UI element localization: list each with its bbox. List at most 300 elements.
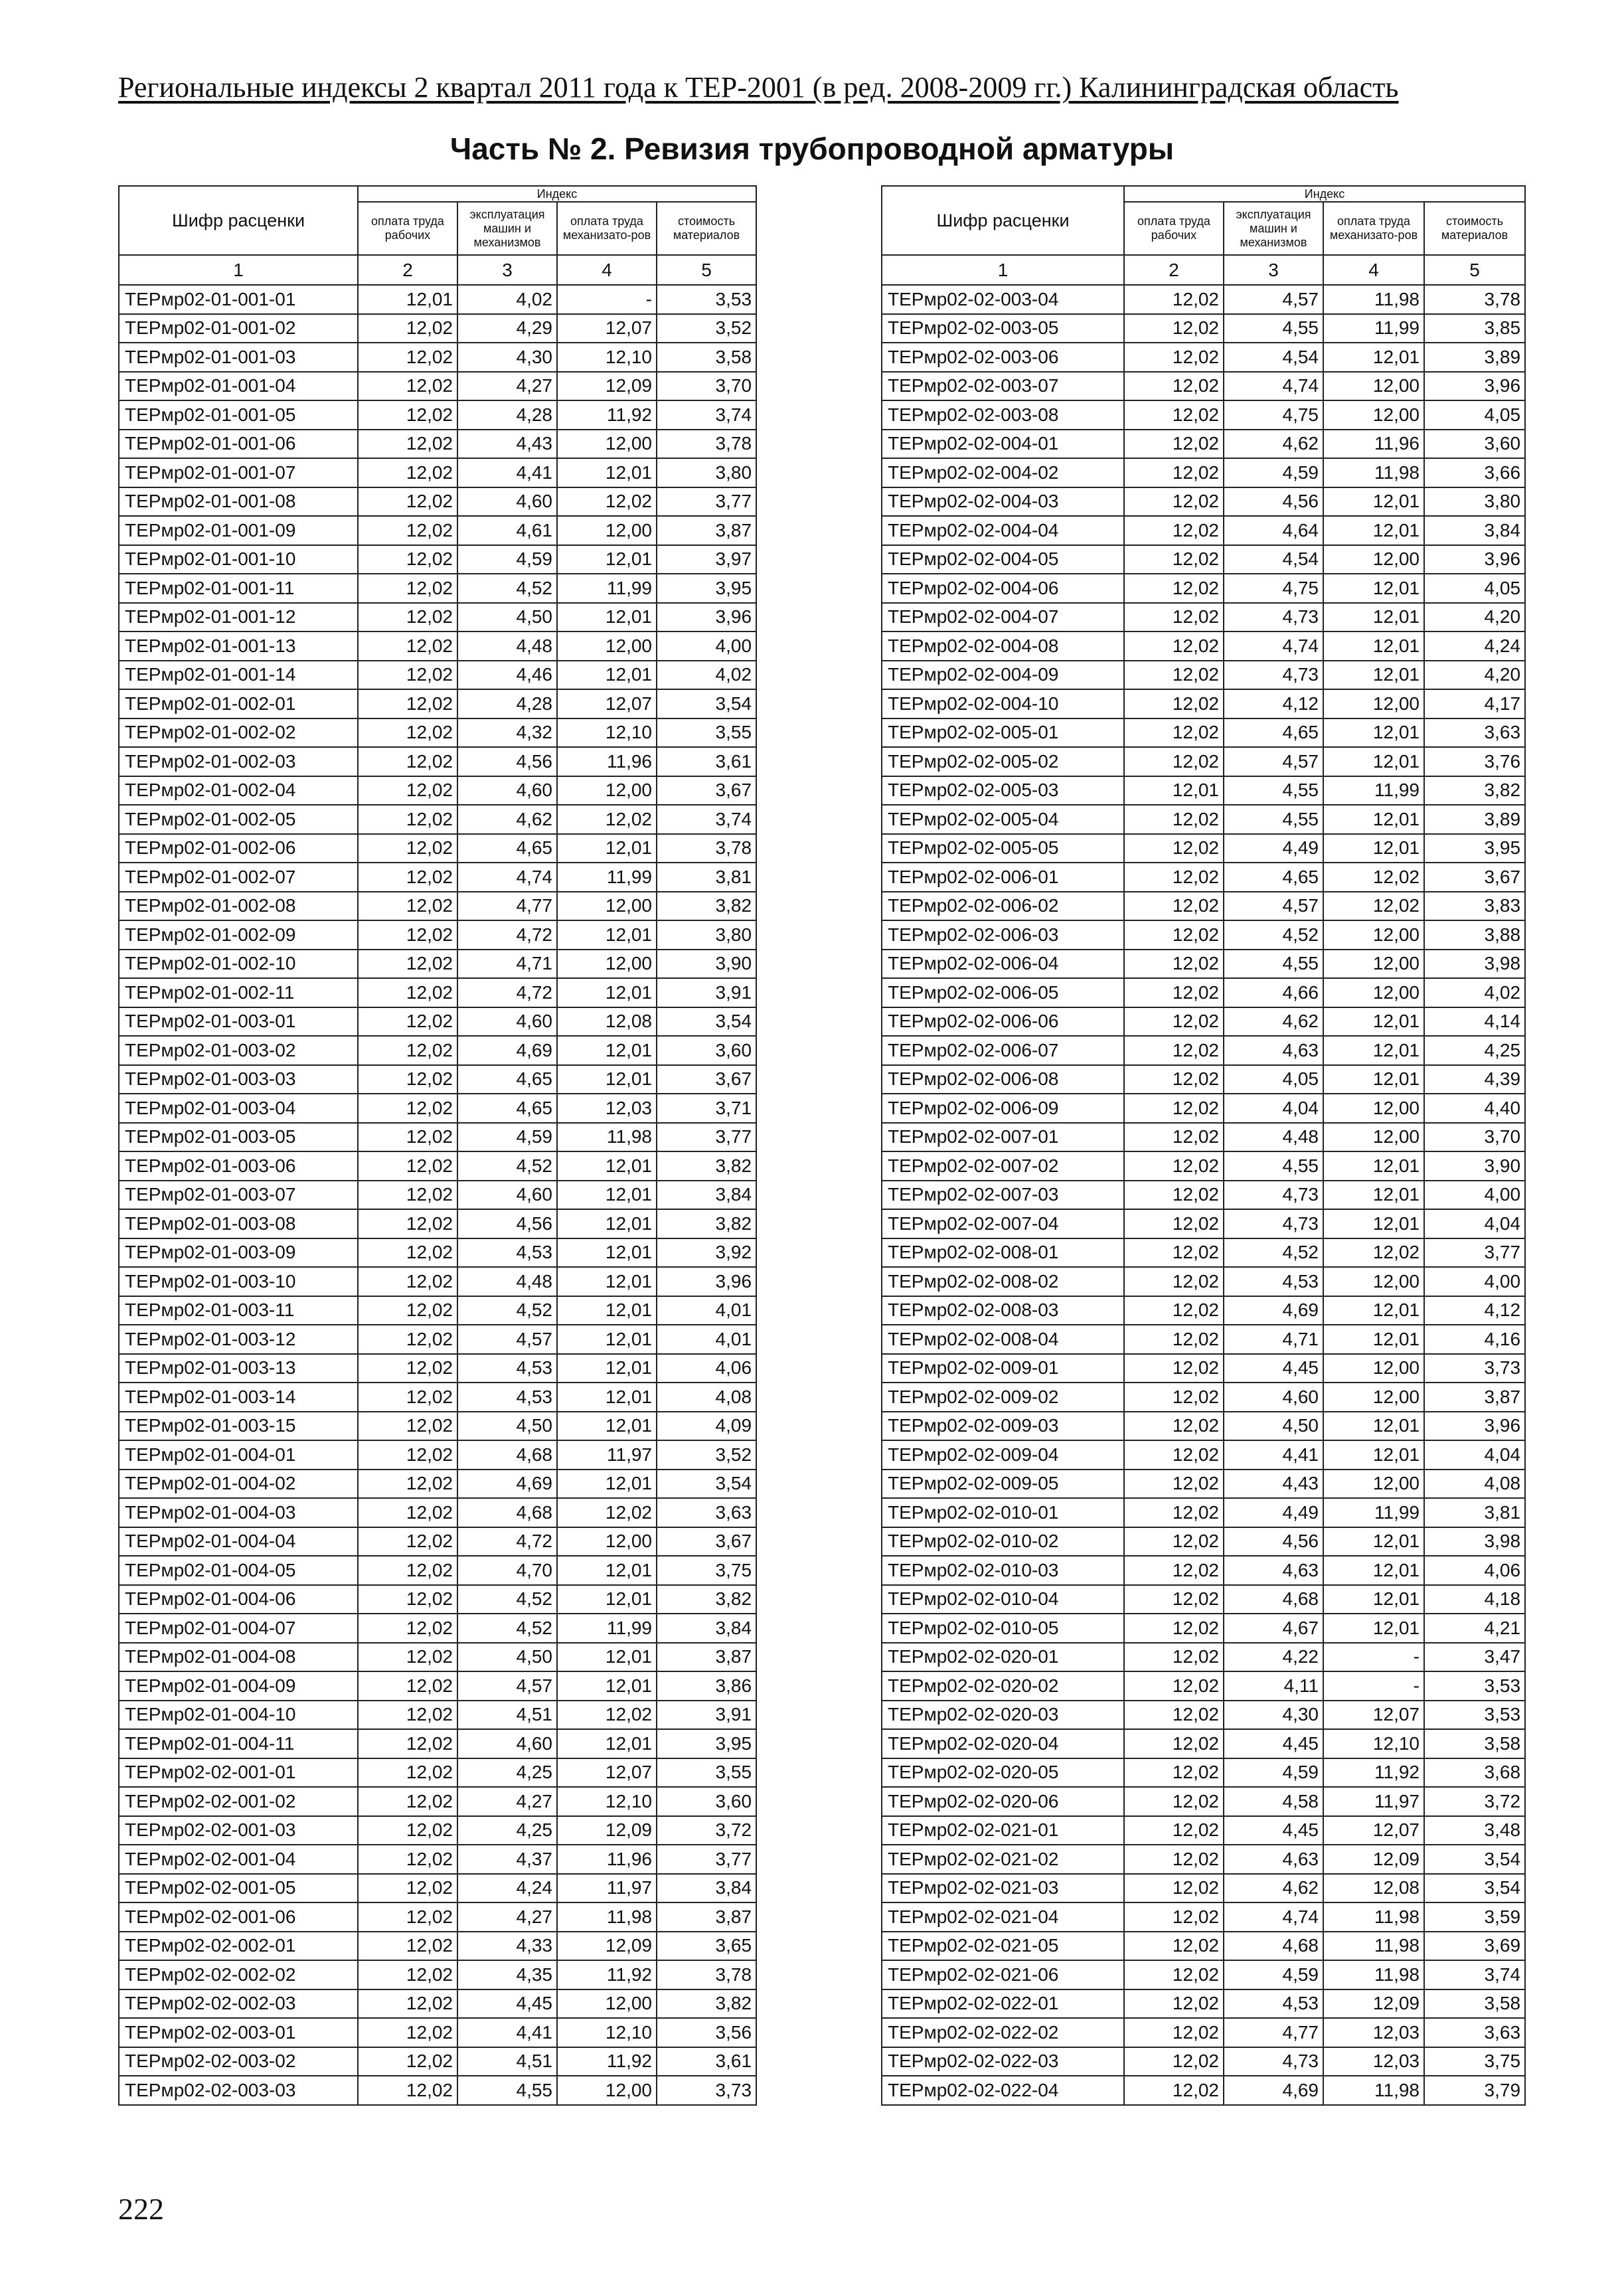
index-value-cell: 4,04 [1424, 1440, 1525, 1470]
rate-code-cell: ТЕРмр02-02-020-06 [882, 1787, 1124, 1816]
index-value-cell: 4,32 [457, 718, 557, 748]
index-value-cell: 3,60 [657, 1036, 756, 1065]
index-value-cell: 4,57 [457, 1325, 557, 1354]
index-value-cell: 12,09 [557, 372, 657, 401]
rate-code-cell: ТЕРмр02-02-010-05 [882, 1614, 1124, 1643]
index-value-cell: 3,90 [657, 950, 756, 979]
index-value-cell: 12,01 [557, 1556, 657, 1585]
index-value-cell: 12,01 [557, 603, 657, 632]
index-value-cell: 12,02 [1124, 1383, 1224, 1412]
index-value-cell: 4,27 [457, 1902, 557, 1932]
index-value-cell: 12,01 [1124, 776, 1224, 805]
index-value-cell: 4,64 [1224, 516, 1323, 545]
index-value-cell: 12,01 [1323, 1412, 1424, 1441]
table-row [119, 2047, 756, 2076]
index-value-cell: 4,43 [1224, 1470, 1323, 1499]
table-row [882, 920, 1525, 950]
index-value-cell: 4,67 [1224, 1614, 1323, 1643]
index-value-cell: 12,00 [557, 1989, 657, 2019]
column-number: 1 [882, 255, 1124, 285]
rate-code-cell: ТЕРмр02-02-008-04 [882, 1325, 1124, 1354]
index-value-cell: 4,63 [1224, 1036, 1323, 1065]
index-value-cell: - [1323, 1671, 1424, 1701]
table-row [119, 1181, 756, 1210]
rate-code-cell: ТЕРмр02-02-001-04 [119, 1845, 358, 1874]
index-value-cell: 4,48 [457, 632, 557, 661]
index-value-cell: 3,61 [657, 747, 756, 776]
rate-code-cell: ТЕРмр02-02-004-02 [882, 458, 1124, 487]
table-row [119, 1238, 756, 1268]
index-value-cell: 3,60 [1424, 430, 1525, 459]
index-value-cell: 11,92 [557, 2047, 657, 2076]
index-value-cell: 4,68 [457, 1498, 557, 1527]
table-row [119, 661, 756, 690]
rate-code-cell: ТЕРмр02-02-006-07 [882, 1036, 1124, 1065]
index-value-cell: 3,55 [657, 1758, 756, 1788]
header-materials: стоимость материалов [657, 202, 756, 255]
rate-code-cell: ТЕРмр02-01-002-06 [119, 834, 358, 863]
index-value-cell: 12,02 [1124, 2076, 1224, 2105]
rate-code-cell: ТЕРмр02-01-002-04 [119, 776, 358, 805]
table-row [882, 1238, 1525, 1268]
rate-code-cell: ТЕРмр02-01-001-10 [119, 545, 358, 574]
rate-code-cell: ТЕРмр02-02-009-05 [882, 1470, 1124, 1499]
index-value-cell: 4,06 [657, 1354, 756, 1383]
index-value-cell: 4,02 [657, 661, 756, 690]
index-value-cell: 4,52 [457, 1296, 557, 1325]
header-materials: стоимость материалов [1424, 202, 1525, 255]
index-value-cell: 12,02 [358, 430, 457, 459]
table-row [882, 1902, 1525, 1932]
index-value-cell: 3,87 [1424, 1383, 1525, 1412]
table-row [119, 1440, 756, 1470]
column-number: 1 [119, 255, 358, 285]
index-value-cell: 4,22 [1224, 1643, 1323, 1672]
rate-code-cell: ТЕРмр02-01-004-05 [119, 1556, 358, 1585]
index-value-cell: 3,73 [1424, 1354, 1525, 1383]
index-value-cell: 12,10 [557, 718, 657, 748]
index-value-cell: 4,72 [457, 1527, 557, 1557]
table-row [882, 1787, 1525, 1816]
index-value-cell: 12,00 [1323, 978, 1424, 1007]
table-row [119, 574, 756, 603]
table-row [882, 1296, 1525, 1325]
table-row [119, 1470, 756, 1499]
table-row [119, 1585, 756, 1614]
index-value-cell: 12,01 [557, 1036, 657, 1065]
index-value-cell: 12,02 [1124, 747, 1224, 776]
index-value-cell: 12,01 [557, 978, 657, 1007]
table-row [882, 1671, 1525, 1701]
index-value-cell: 4,43 [457, 430, 557, 459]
index-value-cell: 12,02 [358, 1527, 457, 1557]
table-row [119, 1845, 756, 1874]
index-value-cell: 4,55 [1224, 1151, 1323, 1181]
rate-code-cell: ТЕРмр02-02-007-04 [882, 1209, 1124, 1238]
index-value-cell: 12,02 [1124, 1412, 1224, 1441]
index-value-cell: 4,52 [457, 1585, 557, 1614]
index-value-cell: 4,77 [1224, 2018, 1323, 2047]
index-value-cell: 12,02 [1124, 1267, 1224, 1296]
index-value-cell: 3,54 [1424, 1874, 1525, 1903]
index-value-cell: 3,61 [657, 2047, 756, 2076]
index-value-cell: 12,02 [557, 1498, 657, 1527]
index-value-cell: 4,52 [1224, 1238, 1323, 1268]
index-value-cell: 4,62 [1224, 430, 1323, 459]
table-row [882, 1643, 1525, 1672]
index-value-cell: 12,00 [1323, 545, 1424, 574]
index-value-cell: 3,79 [1424, 2076, 1525, 2105]
index-value-cell: 12,00 [557, 430, 657, 459]
index-value-cell: 12,00 [557, 1527, 657, 1557]
rate-code-cell: ТЕРмр02-02-010-04 [882, 1585, 1124, 1614]
index-value-cell: 12,00 [1323, 689, 1424, 718]
index-value-cell: 4,74 [1224, 632, 1323, 661]
rate-code-cell: ТЕРмр02-02-021-04 [882, 1902, 1124, 1932]
index-value-cell: 4,72 [457, 920, 557, 950]
index-value-cell: 3,67 [657, 776, 756, 805]
index-value-cell: 12,02 [1124, 978, 1224, 1007]
index-value-cell: 12,09 [1323, 1989, 1424, 2019]
index-value-cell: 4,54 [1224, 343, 1323, 372]
table-row [882, 689, 1525, 718]
index-value-cell: 4,59 [1224, 458, 1323, 487]
index-value-cell: 3,78 [657, 834, 756, 863]
running-header: Региональные индексы 2 квартал 2011 года к ТЕР-2001 (в ред. 2008-2009 гг.) Калининградская область [118, 71, 1399, 104]
table-row [882, 1932, 1525, 1961]
table-row [882, 487, 1525, 517]
table-row [119, 1094, 756, 1123]
index-value-cell: 12,02 [358, 1238, 457, 1268]
table-row [882, 1527, 1525, 1557]
index-value-cell: 12,02 [358, 487, 457, 517]
column-number: 5 [1424, 255, 1525, 285]
table-row [119, 1354, 756, 1383]
rate-code-cell: ТЕРмр02-01-003-08 [119, 1209, 358, 1238]
header-index: Индекс [358, 186, 756, 202]
index-value-cell: 4,02 [1424, 978, 1525, 1007]
index-value-cell: 11,97 [557, 1874, 657, 1903]
table-row [882, 1874, 1525, 1903]
index-value-cell: 12,02 [358, 689, 457, 718]
index-value-cell: 12,01 [1323, 1614, 1424, 1643]
index-value-cell: 4,74 [1224, 372, 1323, 401]
index-value-cell: 3,74 [1424, 1960, 1525, 1989]
index-value-cell: 12,02 [1124, 516, 1224, 545]
table-row [882, 950, 1525, 979]
index-value-cell: 4,59 [1224, 1758, 1323, 1788]
rate-code-cell: ТЕРмр02-01-003-10 [119, 1267, 358, 1296]
table-row [119, 1932, 756, 1961]
rate-code-cell: ТЕРмр02-01-001-07 [119, 458, 358, 487]
table-row [119, 950, 756, 979]
rate-code-cell: ТЕРмр02-01-001-06 [119, 430, 358, 459]
index-value-cell: 12,01 [1323, 1209, 1424, 1238]
table-row [882, 1701, 1525, 1730]
index-value-cell: 4,73 [1224, 603, 1323, 632]
index-value-cell: 3,88 [1424, 920, 1525, 950]
index-value-cell: 12,01 [1323, 718, 1424, 748]
index-value-cell: 12,01 [557, 458, 657, 487]
rate-code-cell: ТЕРмр02-01-004-09 [119, 1671, 358, 1701]
rate-code-cell: ТЕРмр02-02-022-04 [882, 2076, 1124, 2105]
rate-code-cell: ТЕРмр02-02-021-01 [882, 1816, 1124, 1845]
index-value-cell: 3,82 [657, 1209, 756, 1238]
index-value-cell: 12,02 [358, 1729, 457, 1758]
index-value-cell: 4,25 [457, 1816, 557, 1845]
rate-code-cell: ТЕРмр02-02-009-03 [882, 1412, 1124, 1441]
index-value-cell: 12,02 [1124, 1902, 1224, 1932]
index-value-cell: 12,07 [557, 1758, 657, 1788]
index-value-cell: 12,02 [1124, 2047, 1224, 2076]
index-value-cell: 3,82 [657, 1151, 756, 1181]
index-value-cell: 4,60 [457, 1181, 557, 1210]
index-value-cell: 3,72 [657, 1816, 756, 1845]
index-value-cell: 12,02 [358, 834, 457, 863]
rate-code-cell: ТЕРмр02-02-003-03 [119, 2076, 358, 2105]
rate-code-cell: ТЕРмр02-02-022-03 [882, 2047, 1124, 2076]
index-value-cell: 12,02 [358, 400, 457, 430]
index-value-cell: 11,96 [557, 1845, 657, 1874]
table-row [119, 430, 756, 459]
index-value-cell: 4,63 [1224, 1556, 1323, 1585]
rate-code-cell: ТЕРмр02-01-001-03 [119, 343, 358, 372]
index-value-cell: 4,51 [457, 2047, 557, 2076]
index-value-cell: 12,02 [1323, 892, 1424, 921]
table-row [882, 661, 1525, 690]
table-row [882, 343, 1525, 372]
index-value-cell: 3,78 [1424, 285, 1525, 314]
rate-code-cell: ТЕРмр02-01-003-05 [119, 1123, 358, 1152]
index-value-cell: 12,00 [1323, 372, 1424, 401]
index-value-cell: 12,01 [557, 1383, 657, 1412]
index-value-cell: 11,99 [557, 863, 657, 892]
rate-code-cell: ТЕРмр02-01-002-07 [119, 863, 358, 892]
index-value-cell: 3,84 [657, 1874, 756, 1903]
index-value-cell: 4,46 [457, 661, 557, 690]
index-value-cell: 12,02 [1323, 1238, 1424, 1268]
index-value-cell: 3,76 [1424, 747, 1525, 776]
rate-code-cell: ТЕРмр02-02-006-02 [882, 892, 1124, 921]
index-value-cell: 4,73 [1224, 1209, 1323, 1238]
index-value-cell: 4,50 [1224, 1412, 1323, 1441]
rate-code-cell: ТЕРмр02-02-010-03 [882, 1556, 1124, 1585]
index-value-cell: 12,02 [557, 487, 657, 517]
index-value-cell: 3,91 [657, 978, 756, 1007]
index-value-cell: 12,02 [1124, 1094, 1224, 1123]
index-value-cell: 4,68 [1224, 1585, 1323, 1614]
index-value-cell: 12,02 [358, 1007, 457, 1037]
table-row [882, 1729, 1525, 1758]
index-value-cell: 4,69 [457, 1470, 557, 1499]
table-row [882, 430, 1525, 459]
table-row [882, 1036, 1525, 1065]
index-value-cell: 4,30 [457, 343, 557, 372]
index-value-cell: 11,98 [1323, 1932, 1424, 1961]
index-value-cell: 4,65 [457, 1094, 557, 1123]
index-value-cell: 4,05 [1424, 574, 1525, 603]
index-value-cell: 12,02 [358, 1816, 457, 1845]
rate-code-cell: ТЕРмр02-02-020-04 [882, 1729, 1124, 1758]
index-value-cell: 4,04 [1224, 1094, 1323, 1123]
header-code: Шифр расценки [119, 186, 358, 255]
index-value-cell: 4,57 [1224, 747, 1323, 776]
index-value-cell: 11,92 [557, 1960, 657, 1989]
index-value-cell: 4,59 [1224, 1960, 1323, 1989]
table-row [882, 2076, 1525, 2105]
index-value-cell: 12,02 [358, 747, 457, 776]
table-row [882, 1845, 1525, 1874]
index-value-cell: 12,02 [1124, 1585, 1224, 1614]
table-row [119, 1729, 756, 1758]
index-value-cell: 4,65 [457, 1065, 557, 1094]
index-value-cell: 12,02 [1124, 1036, 1224, 1065]
rate-code-cell: ТЕРмр02-01-002-11 [119, 978, 358, 1007]
rate-code-cell: ТЕРмр02-01-001-02 [119, 314, 358, 343]
index-value-cell: 3,77 [1424, 1238, 1525, 1268]
rate-code-cell: ТЕРмр02-02-004-03 [882, 487, 1124, 517]
index-value-cell: 4,20 [1424, 661, 1525, 690]
table-row [119, 718, 756, 748]
index-value-cell: 12,02 [358, 718, 457, 748]
table-row [882, 1209, 1525, 1238]
index-value-cell: 12,02 [1124, 574, 1224, 603]
table-row [882, 2018, 1525, 2047]
index-value-cell: 4,30 [1224, 1701, 1323, 1730]
index-value-cell: 12,02 [1124, 1643, 1224, 1672]
index-value-cell: 3,97 [657, 545, 756, 574]
rate-code-cell: ТЕРмр02-02-005-04 [882, 805, 1124, 834]
index-value-cell: 12,02 [358, 892, 457, 921]
index-value-cell: 12,02 [358, 1787, 457, 1816]
index-value-cell: 12,02 [1124, 1354, 1224, 1383]
index-value-cell: 12,01 [557, 1354, 657, 1383]
header-labor: оплата труда рабочих [1124, 202, 1224, 255]
index-value-cell: 12,02 [358, 2076, 457, 2105]
index-value-cell: 12,02 [358, 1902, 457, 1932]
rate-code-cell: ТЕРмр02-01-001-09 [119, 516, 358, 545]
index-value-cell: 4,51 [457, 1701, 557, 1730]
index-value-cell: 3,95 [1424, 834, 1525, 863]
rate-code-cell: ТЕРмр02-02-003-04 [882, 285, 1124, 314]
index-value-cell: 4,05 [1224, 1065, 1323, 1094]
table-row [882, 1960, 1525, 1989]
index-value-cell: 3,81 [1424, 1498, 1525, 1527]
table-row [119, 1989, 756, 2019]
index-value-cell: 3,63 [1424, 2018, 1525, 2047]
index-value-cell: 12,02 [1124, 892, 1224, 921]
header-machines: эксплуатация машин и механизмов [457, 202, 557, 255]
table-row [882, 1556, 1525, 1585]
index-value-cell: 3,84 [1424, 516, 1525, 545]
index-value-cell: 12,02 [358, 458, 457, 487]
index-value-cell: 12,02 [1124, 1932, 1224, 1961]
rate-code-cell: ТЕРмр02-02-002-03 [119, 1989, 358, 2019]
index-value-cell: 12,02 [1124, 1065, 1224, 1094]
index-value-cell: 4,60 [1224, 1383, 1323, 1412]
table-row [882, 718, 1525, 748]
index-value-cell: 3,83 [1424, 892, 1525, 921]
index-value-cell: 12,02 [1124, 487, 1224, 517]
index-value-cell: 3,54 [657, 1470, 756, 1499]
index-value-cell: 4,37 [457, 1845, 557, 1874]
index-value-cell: 12,01 [557, 1729, 657, 1758]
table-row [119, 1498, 756, 1527]
section-title: Часть № 2. Ревизия трубопроводной арматуры [449, 131, 1175, 166]
table-row [119, 632, 756, 661]
rate-code-cell: ТЕРмр02-01-003-02 [119, 1036, 358, 1065]
index-value-cell: 3,67 [1424, 863, 1525, 892]
index-value-cell: 4,69 [1224, 2076, 1323, 2105]
header-labor: оплата труда рабочих [358, 202, 457, 255]
rate-code-cell: ТЕРмр02-02-001-02 [119, 1787, 358, 1816]
index-value-cell: 4,73 [1224, 2047, 1323, 2076]
index-value-cell: 4,73 [1224, 661, 1323, 690]
index-value-cell: 12,02 [1124, 1989, 1224, 2019]
index-value-cell: 12,00 [1323, 1383, 1424, 1412]
index-value-cell: 4,08 [657, 1383, 756, 1412]
index-value-cell: 4,66 [1224, 978, 1323, 1007]
index-value-cell: 12,02 [1124, 343, 1224, 372]
index-value-cell: 12,01 [1323, 1181, 1424, 1210]
rate-code-cell: ТЕРмр02-02-004-01 [882, 430, 1124, 459]
table-row [882, 1816, 1525, 1845]
index-value-cell: 4,52 [457, 574, 557, 603]
index-value-cell: 4,59 [457, 1123, 557, 1152]
index-value-cell: 12,00 [1323, 1267, 1424, 1296]
rate-code-cell: ТЕРмр02-01-003-03 [119, 1065, 358, 1094]
index-value-cell: 12,01 [557, 1267, 657, 1296]
index-value-cell: 3,80 [657, 458, 756, 487]
index-value-cell: 12,02 [358, 1498, 457, 1527]
table-row [882, 1498, 1525, 1527]
index-value-cell: 4,69 [457, 1036, 557, 1065]
index-value-cell: 12,01 [557, 1238, 657, 1268]
index-value-cell: 12,02 [1124, 1614, 1224, 1643]
index-value-cell: 12,01 [557, 1151, 657, 1181]
index-value-cell: 4,09 [657, 1412, 756, 1441]
index-value-cell: 4,60 [457, 487, 557, 517]
table-row [882, 632, 1525, 661]
index-value-cell: 3,52 [657, 314, 756, 343]
index-value-cell: 12,02 [1124, 805, 1224, 834]
index-value-cell: 12,01 [557, 1325, 657, 1354]
index-value-cell: 12,08 [1323, 1874, 1424, 1903]
rate-code-cell: ТЕРмр02-01-003-12 [119, 1325, 358, 1354]
table-row [119, 400, 756, 430]
index-value-cell: 11,99 [1323, 776, 1424, 805]
index-value-cell: 3,58 [1424, 1989, 1525, 2019]
table-row [882, 863, 1525, 892]
index-value-cell: 12,02 [1124, 1440, 1224, 1470]
table-row [882, 776, 1525, 805]
index-value-cell: 4,20 [1424, 603, 1525, 632]
index-value-cell: 12,02 [1124, 430, 1224, 459]
rate-code-cell: ТЕРмр02-02-008-01 [882, 1238, 1124, 1268]
index-value-cell: 12,01 [1323, 1007, 1424, 1037]
table-row [119, 747, 756, 776]
index-value-cell: 4,56 [1224, 487, 1323, 517]
index-value-cell: 3,95 [657, 574, 756, 603]
rate-code-cell: ТЕРмр02-02-004-05 [882, 545, 1124, 574]
column-number: 4 [557, 255, 657, 285]
index-value-cell: 12,02 [1124, 1758, 1224, 1788]
index-value-cell: 4,53 [457, 1354, 557, 1383]
rate-code-cell: ТЕРмр02-01-001-05 [119, 400, 358, 430]
index-value-cell: 4,74 [1224, 1902, 1323, 1932]
table-row [119, 776, 756, 805]
table-row [882, 372, 1525, 401]
